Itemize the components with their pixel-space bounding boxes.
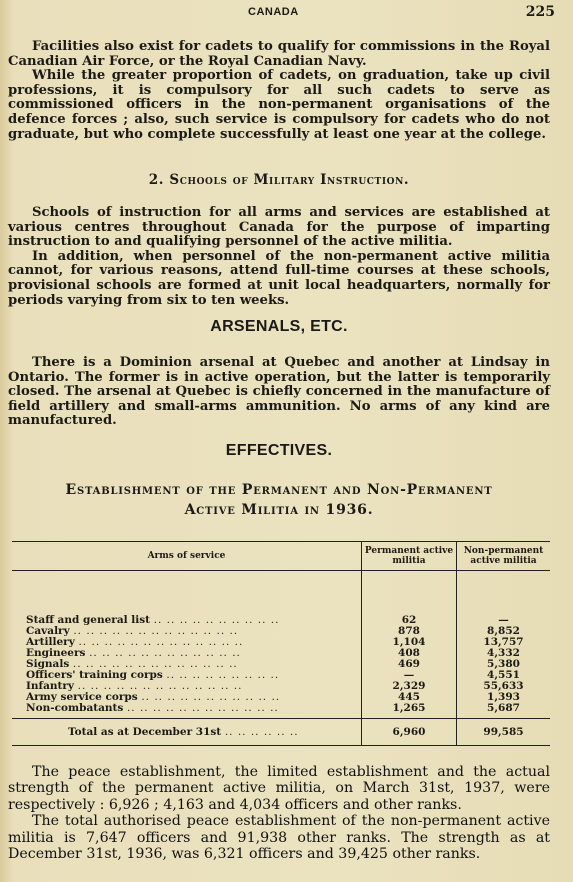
arsenals-text: [8, 356, 550, 429]
effectives-table: [12, 541, 550, 746]
leader-dots: .. .. .. .. .. .. .. .. .. .. .. ..: [126, 702, 279, 714]
non-permanent-value: 55,633: [457, 681, 551, 692]
page-number: 225: [525, 4, 555, 20]
permanent-value: 445: [362, 692, 457, 703]
table-caption: [8, 480, 550, 520]
non-permanent-value: 1,393: [457, 692, 551, 703]
permanent-value: 1,265: [362, 703, 457, 714]
permanent-value: 2,329: [362, 681, 457, 692]
total-label: Total as at December 31st: [68, 725, 222, 738]
leader-dots: .. .. .. .. .. .. .. .. .. .. .. .. ..: [78, 636, 244, 648]
leader-dots: .. .. .. .. .. .. .. .. .. ..: [153, 614, 280, 626]
permanent-value: 469: [362, 659, 457, 670]
table-row: [12, 703, 550, 714]
arm-label: Engineers: [26, 647, 86, 659]
non-permanent-value: 13,757: [457, 637, 551, 648]
non-permanent-value: 4,332: [457, 648, 551, 659]
col-header-non-permanent: Non-permanent active militia: [457, 542, 551, 571]
table-caption-line: Establishment of the Permanent and Non-Permanent: [65, 482, 493, 498]
non-permanent-value: 5,687: [457, 703, 551, 714]
section-heading-schools: 2. Schools of Military Instruction.: [148, 172, 410, 188]
permanent-value: 878: [362, 626, 457, 637]
non-permanent-value: 5,380: [457, 659, 551, 670]
permanent-value: 408: [362, 648, 457, 659]
non-permanent-value: 8,852: [457, 626, 551, 637]
arm-label: Cavalry: [26, 625, 70, 637]
total-non-permanent-value: 99,585: [457, 719, 551, 746]
schools-text: [8, 206, 550, 308]
leader-dots: .. .. .. .. .. .. .. .. .. .. ..: [141, 691, 281, 703]
running-head: [0, 6, 573, 24]
paragraph: There is a Dominion arsenal at Quebec and another at Lindsay in Ontario. The former is in active operation, but the latter is temporarily closed. The arsenal at Quebec is chiefly concerned in the manufacture of field artillery and small-arms ammunition. No arms of any kind are manufactured.: [8, 355, 550, 429]
non-permanent-value: —: [457, 615, 551, 626]
arm-label: Staff and general list: [26, 614, 151, 626]
arm-label: Army service corps: [26, 691, 138, 703]
total-permanent-value: 6,960: [362, 719, 457, 746]
leader-dots: .. .. .. .. .. .. .. .. .. .. .. .. ..: [72, 658, 238, 670]
section-heading-effectives: EFFECTIVES.: [225, 442, 333, 459]
leader-dots: .. .. .. .. .. .. .. .. .. .. .. ..: [89, 647, 241, 659]
running-title: CANADA: [248, 6, 299, 18]
paragraph: While the greater proportion of cadets, on graduation, take up civil professions, it is compulsory for all such cadets to serve as commissioned officers in the non-permanent organisations of the defence forces ; also, such service is compulsory for cadets who do not graduate, but who complete successfully at least one year at the college.: [8, 68, 550, 142]
paragraph: The total authorised peace establishment of the non-permanent active militia is 7,647 officers and 91,938 other ranks. The strength as at December 31st, 1936, was 6,321 officers and 39,425 other ranks.: [8, 813, 550, 863]
table-caption-line: Active Militia in 1936.: [184, 502, 374, 518]
permanent-value: —: [362, 670, 457, 681]
table-header-row: [12, 542, 550, 571]
section-heading-arsenals: ARSENALS, ETC.: [210, 318, 348, 335]
arm-label: Infantry: [26, 680, 74, 692]
arm-label: Artillery: [26, 636, 75, 648]
permanent-value: 62: [362, 615, 457, 626]
arm-label: Officers' training corps: [26, 669, 163, 681]
arm-label: Signals: [26, 658, 70, 670]
col-header-permanent: Permanent active militia: [362, 542, 457, 571]
paragraph: The peace establishment, the limited establishment and the actual strength of the permanent active militia, on March 31st, 1937, were respectively : 6,926 ; 4,163 and 4,034 officers and other ranks.: [8, 764, 550, 813]
leader-dots: .. .. .. .. .. .. .. .. .. .. .. .. ..: [77, 680, 243, 692]
permanent-value: 1,104: [362, 637, 457, 648]
table-total-row: [12, 719, 550, 746]
paragraph: Schools of instruction for all arms and services are established at various centres throughout Canada for the purpose of imparting instruction to and qualifying personnel of the active militia.: [8, 205, 550, 250]
leader-dots: .. .. .. .. .. .. .. .. .. .. .. .. ..: [73, 625, 239, 637]
arm-label: Non-combatants: [26, 702, 124, 714]
non-permanent-value: 4,551: [457, 670, 551, 681]
paragraph: In addition, when personnel of the non-permanent active militia cannot, for various reasons, attend full-time courses at these schools, provisional schools are formed at unit local headquarters, normally for periods varying from six to ten weeks.: [8, 248, 550, 308]
paragraph: Facilities also exist for cadets to qualify for commissions in the Royal Canadian Air Force, or the Royal Canadian Navy.: [8, 39, 550, 69]
table-spacer: [12, 571, 550, 616]
leader-dots: .. .. .. .. .. ..: [224, 725, 299, 738]
closing-text: [8, 764, 550, 862]
leader-dots: .. .. .. .. .. .. .. .. ..: [166, 669, 280, 681]
col-header-arms: Arms of service: [12, 542, 362, 571]
intro-text: [8, 40, 550, 142]
